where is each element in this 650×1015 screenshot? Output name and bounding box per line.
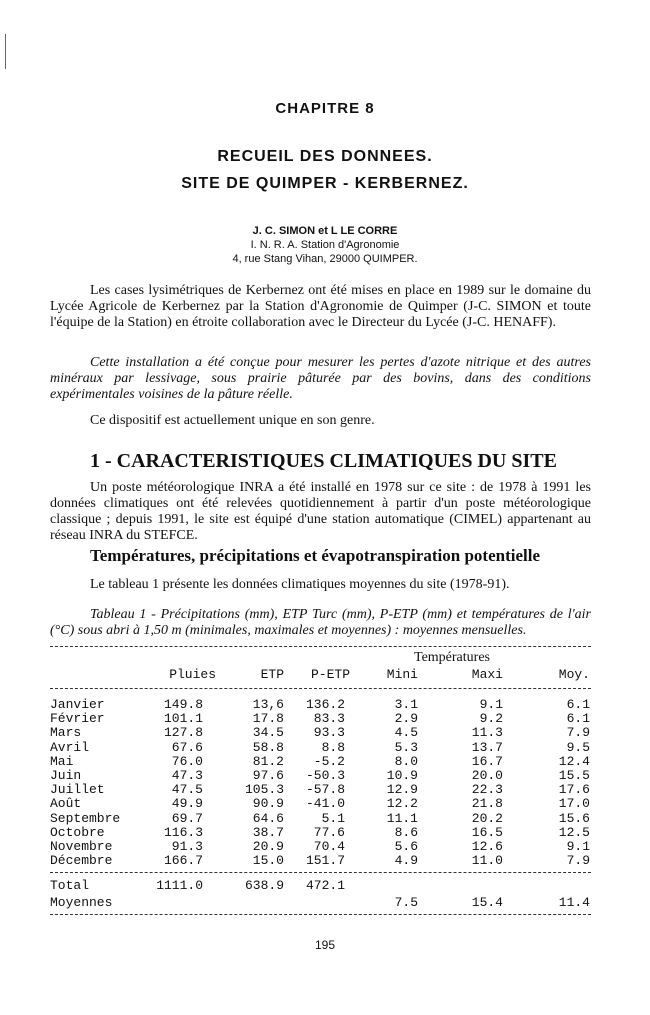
cell-month: Juin — [50, 768, 82, 783]
cell-petp: 136.2 — [305, 697, 345, 712]
table-rule-bottom — [50, 914, 591, 915]
document-title-line1: RECUEIL DES DONNEES. — [217, 148, 433, 165]
cell-petp: 83.3 — [313, 711, 345, 727]
table-header-row — [0, 667, 650, 685]
col-header-etp: ETP — [260, 667, 284, 682]
cell-maxi: 20.2 — [471, 810, 503, 826]
cell-mini: 4.9 — [394, 853, 418, 869]
table-row — [0, 825, 650, 839]
cell-pluies: 149.8 — [163, 697, 203, 712]
cell-pluies: 127.8 — [163, 725, 203, 741]
cell-etp: 20.9 — [252, 839, 284, 854]
cell-etp: 64.6 — [252, 810, 284, 826]
cell-petp: 151.7 — [305, 853, 345, 869]
cell-pluies: 67.6 — [171, 739, 203, 755]
cell-petp: -50.3 — [305, 768, 345, 783]
cell-maxi: 12.6 — [471, 839, 503, 854]
cell-moy: 15.6 — [558, 810, 590, 826]
cell-petp: -41.0 — [305, 796, 345, 812]
cell-petp: 93.3 — [313, 725, 345, 741]
cell-month: Mars — [50, 725, 82, 741]
cell-mini: 2.9 — [394, 711, 418, 727]
cell-moy: 15.5 — [558, 768, 590, 783]
document-title-line2: SITE DE QUIMPER - KERBERNEZ. — [181, 175, 469, 192]
cell-pluies: 47.3 — [171, 768, 203, 783]
cell-maxi: 11.3 — [471, 725, 503, 741]
cell-moy: 6.1 — [566, 711, 590, 727]
cell-etp: 17.8 — [252, 711, 284, 727]
subsection-paragraph: Le tableau 1 présente les données climatiques moyennes du site (1978-91). — [90, 577, 510, 592]
cell-pluies: 116.3 — [163, 824, 203, 840]
col-header-moy: Moy. — [558, 667, 590, 682]
table-caption: Tableau 1 - Précipitations (mm), ETP Turc (mm), P-ETP (mm) et températures de l'air (°C) sous abri à 1,50 m (minimales, maximales et moyennes) : moyennes mensuelles. — [50, 607, 591, 638]
means-moy: 11.4 — [558, 895, 590, 910]
cell-month: Février — [50, 711, 105, 727]
table-row — [0, 782, 650, 796]
cell-moy: 9.1 — [566, 839, 590, 854]
cell-maxi: 11.0 — [471, 853, 503, 869]
cell-pluies: 69.7 — [171, 810, 203, 826]
table-row — [0, 725, 650, 739]
cell-mini: 8.0 — [394, 753, 418, 769]
table-row — [0, 740, 650, 754]
cell-moy: 9.5 — [566, 739, 590, 755]
cell-mini: 8.6 — [394, 824, 418, 840]
total-pluies: 1111.0 — [156, 878, 203, 893]
cell-mini: 12.2 — [386, 796, 418, 812]
col-header-pluies: Pluies — [169, 667, 216, 682]
cell-petp: -57.8 — [305, 782, 345, 798]
address: 4, rue Stang Vihan, 29000 QUIMPER. — [232, 253, 418, 265]
col-header-petp: P-ETP — [310, 667, 350, 682]
cell-mini: 5.6 — [394, 839, 418, 854]
cell-maxi: 13.7 — [471, 739, 503, 755]
cell-pluies: 166.7 — [163, 853, 203, 869]
means-maxi: 15.4 — [471, 895, 503, 910]
cell-mini: 12.9 — [386, 782, 418, 798]
authors: J. C. SIMON et L LE CORRE — [252, 225, 398, 237]
subsection-heading: Températures, précipitations et évapotranspiration potentielle — [90, 546, 540, 565]
affiliation: I. N. R. A. Station d'Agronomie — [250, 239, 400, 251]
table-rule-top — [50, 646, 591, 647]
table-means-row — [0, 895, 650, 913]
cell-month: Décembre — [50, 853, 113, 869]
table-row — [0, 768, 650, 782]
table-rule-body — [50, 872, 591, 873]
cell-pluies: 49.9 — [171, 796, 203, 812]
cell-petp: -5.2 — [313, 753, 345, 769]
page-number: 195 — [314, 938, 336, 952]
cell-petp: 70.4 — [313, 839, 345, 854]
means-mini: 7.5 — [394, 895, 418, 910]
cell-etp: 81.2 — [252, 753, 284, 769]
cell-mini: 3.1 — [394, 697, 418, 712]
cell-maxi: 16.5 — [471, 824, 503, 840]
cell-maxi: 9.2 — [479, 711, 503, 727]
cell-month: Janvier — [50, 697, 105, 712]
cell-pluies: 101.1 — [163, 711, 203, 727]
total-petp: 472.1 — [305, 878, 345, 893]
cell-maxi: 9.1 — [479, 697, 503, 712]
cell-petp: 5.1 — [321, 810, 345, 826]
cell-etp: 13,6 — [252, 697, 284, 712]
intro-paragraph-2: Cette installation a été conçue pour mesurer les pertes d'azote nitrique et des autres minéraux par lessivage, sous prairie pâturée par des bovins, dans des conditions expérimentales voisines de la pâture réelle. — [50, 355, 591, 402]
cell-petp: 77.6 — [313, 824, 345, 840]
cell-etp: 105.3 — [244, 782, 284, 798]
cell-month: Avril — [50, 739, 90, 755]
table-row — [0, 811, 650, 825]
cell-pluies: 91.3 — [171, 839, 203, 854]
cell-maxi: 21.8 — [471, 796, 503, 812]
cell-moy: 17.0 — [558, 796, 590, 812]
intro-paragraph-1: Les cases lysimétriques de Kerbernez ont été mises en place en 1989 sur le domaine du Lycée Agricole de Kerbernez par la Station d'Agronomie de Quimper (J-C. SIMON et toute l'équipe de la Station) en étroite collaboration avec le Directeur du Lycée (J-C. HENAFF). — [50, 283, 591, 330]
cell-moy: 17.6 — [558, 782, 590, 798]
table-row — [0, 853, 650, 867]
section-heading: 1 - CARACTERISTIQUES CLIMATIQUES DU SITE — [90, 450, 557, 472]
table-row — [0, 711, 650, 725]
cell-etp: 38.7 — [252, 824, 284, 840]
cell-month: Octobre — [50, 824, 105, 840]
table-row — [0, 796, 650, 810]
intro-paragraph-3: Ce dispositif est actuellement unique en son genre. — [90, 413, 375, 428]
cell-month: Novembre — [50, 839, 113, 854]
table-total-row — [0, 878, 650, 896]
col-header-mini: Mini — [386, 667, 418, 682]
cell-moy: 6.1 — [566, 697, 590, 712]
chapter-heading: CHAPITRE 8 — [275, 100, 375, 117]
table-row — [0, 697, 650, 711]
table-rule-header — [50, 688, 591, 689]
cell-maxi: 16.7 — [471, 753, 503, 769]
cell-petp: 8.8 — [321, 739, 345, 755]
cell-maxi: 22.3 — [471, 782, 503, 798]
cell-etp: 97.6 — [252, 768, 284, 783]
table-row — [0, 839, 650, 853]
cell-etp: 34.5 — [252, 725, 284, 741]
temperatures-header: Températures — [414, 650, 490, 665]
scan-margin-mark — [5, 34, 6, 69]
cell-pluies: 76.0 — [171, 753, 203, 769]
cell-month: Juillet — [50, 782, 105, 798]
cell-moy: 7.9 — [566, 725, 590, 741]
cell-month: Mai — [50, 753, 74, 769]
cell-moy: 12.4 — [558, 753, 590, 769]
cell-pluies: 47.5 — [171, 782, 203, 798]
cell-moy: 7.9 — [566, 853, 590, 869]
cell-month: Septembre — [50, 810, 121, 826]
col-header-maxi: Maxi — [471, 667, 503, 682]
cell-maxi: 20.0 — [471, 768, 503, 783]
cell-moy: 12.5 — [558, 824, 590, 840]
table-row — [0, 754, 650, 768]
total-label: Total — [50, 878, 90, 893]
cell-etp: 90.9 — [252, 796, 284, 812]
cell-month: Août — [50, 796, 82, 812]
cell-mini: 10.9 — [386, 768, 418, 783]
cell-etp: 15.0 — [252, 853, 284, 869]
section1-paragraph: Un poste météorologique INRA a été installé en 1978 sur ce site : de 1978 à 1991 les données climatiques ont été relevées quotidiennement à partir d'un poste météorologique classique ; depuis 1991, le site est équipé d'une station automatique (CIMEL) appartenant au réseau INRA du STEFCE. — [50, 480, 591, 543]
cell-etp: 58.8 — [252, 739, 284, 755]
means-label: Moyennes — [50, 895, 113, 910]
cell-mini: 11.1 — [386, 810, 418, 826]
cell-mini: 5.3 — [394, 739, 418, 755]
total-etp: 638.9 — [244, 878, 284, 893]
cell-mini: 4.5 — [394, 725, 418, 741]
